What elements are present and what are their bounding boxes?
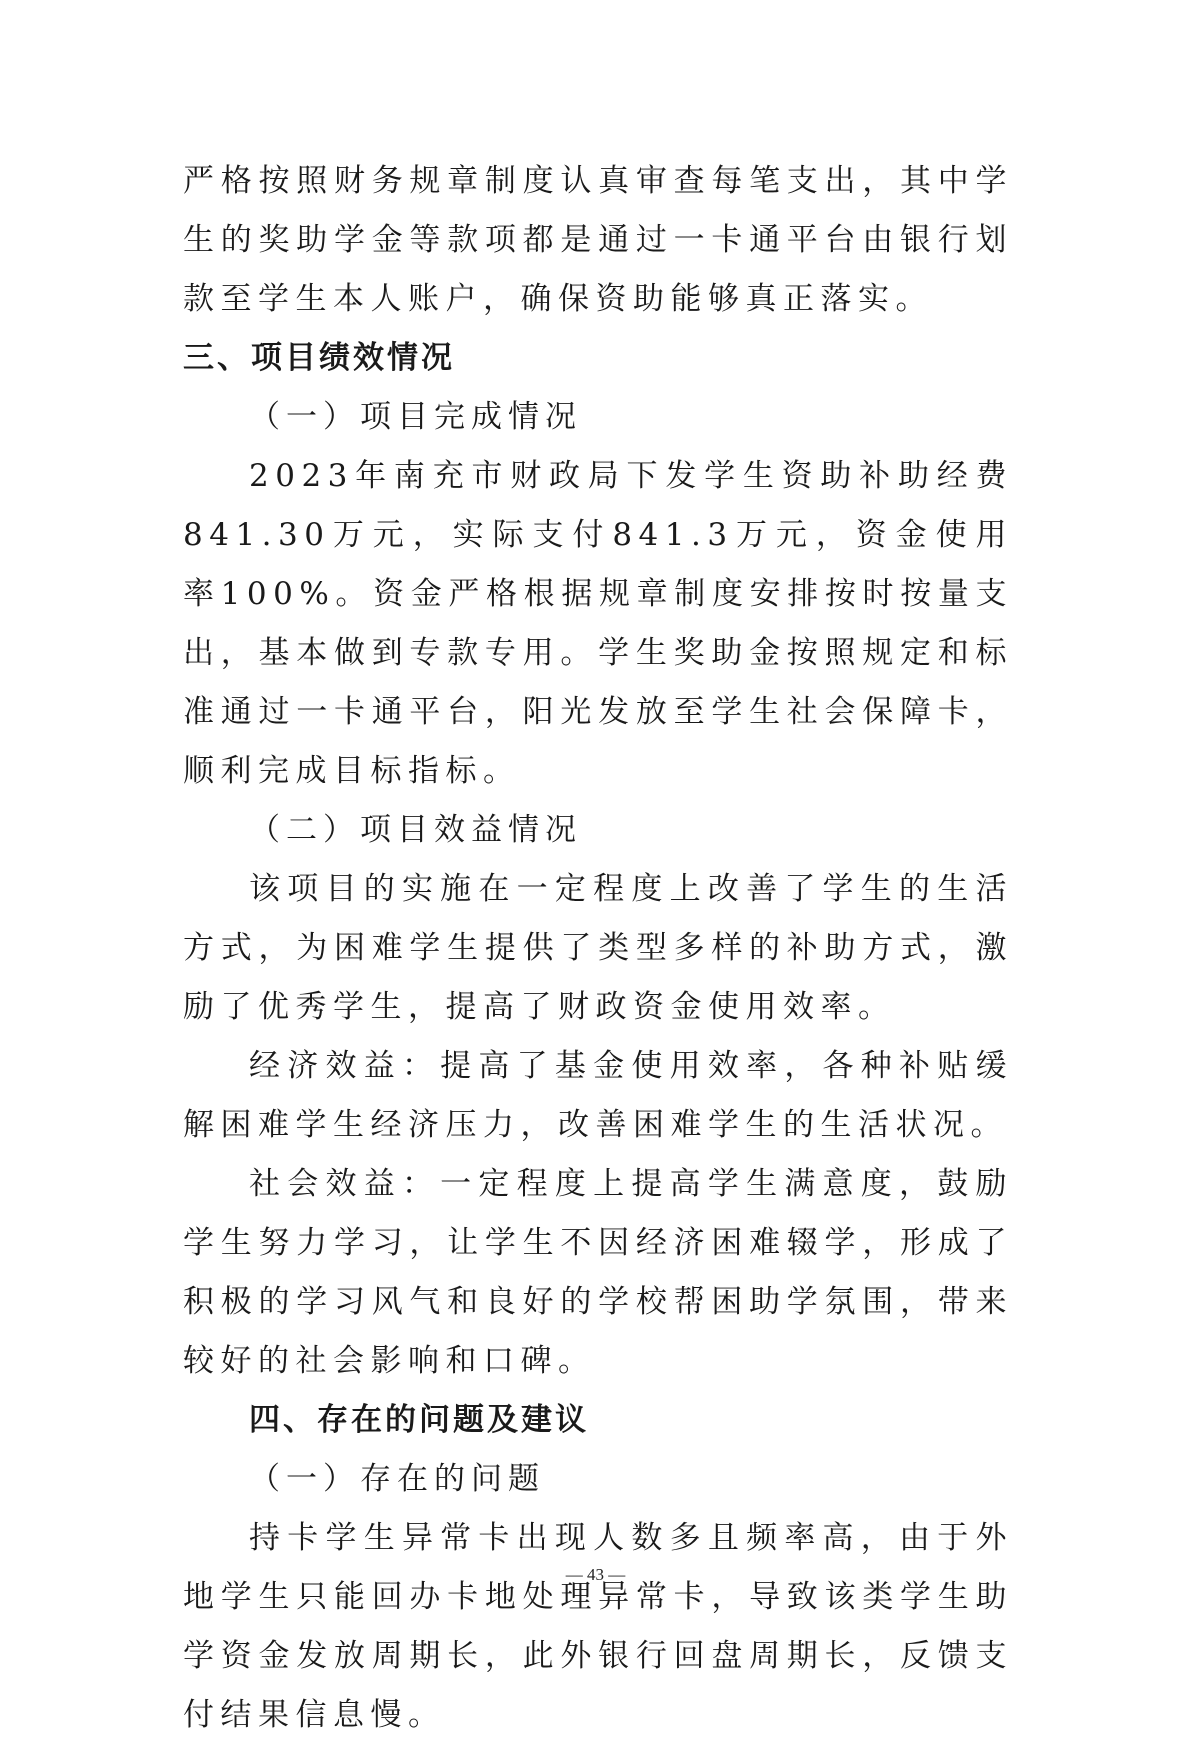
paragraph-benefits: 该项目的实施在一定程度上改善了学生的生活方式，为困难学生提供了类型多样的补助方式，激励了优秀学生，提高了财政资金使用效率。	[183, 871, 1013, 1025]
section-heading-problems: 四、存在的问题及建议	[249, 1402, 589, 1438]
paragraph-social-benefits: 社会效益：一定程度上提高学生满意度，鼓励学生努力学习，让学生不因经济困难辍学，形成了积极的学习风气和良好的学校帮困助学氛围，带来较好的社会影响和口碑。	[183, 1166, 1013, 1379]
page-number: — 43 —	[565, 1565, 626, 1584]
subheading-completion: （一）项目完成情况	[249, 399, 582, 435]
section-heading-performance: 三、项目绩效情况	[183, 340, 455, 376]
paragraph-completion: 2023年南充市财政局下发学生资助补助经费841.30万元，实际支付841.3万元，资金使用率100%。资金严格根据规章制度安排按时按量支出，基本做到专款专用。学生奖助金按照规定和标准通过一卡通平台，阳光发放至学生社会保障卡，顺利完成目标指标。	[183, 458, 1013, 789]
paragraph-continuation: 严格按照财务规章制度认真审查每笔支出，其中学生的奖助学金等款项都是通过一卡通平台由银行划款至学生本人账户，确保资助能够真正落实。	[183, 163, 1013, 317]
paragraph-economic-benefits: 经济效益：提高了基金使用效率，各种补贴缓解困难学生经济压力，改善困难学生的生活状况。	[183, 1048, 1013, 1143]
document-body	[183, 152, 1013, 1745]
subheading-existing-problems: （一）存在的问题	[249, 1461, 545, 1497]
subheading-benefits: （二）项目效益情况	[249, 812, 582, 848]
paragraph-problems: 持卡学生异常卡出现人数多且频率高，由于外地学生只能回办卡地处理异常卡，导致该类学生助学资金发放周期长，此外银行回盘周期长，反馈支付结果信息慢。	[183, 1520, 1013, 1733]
